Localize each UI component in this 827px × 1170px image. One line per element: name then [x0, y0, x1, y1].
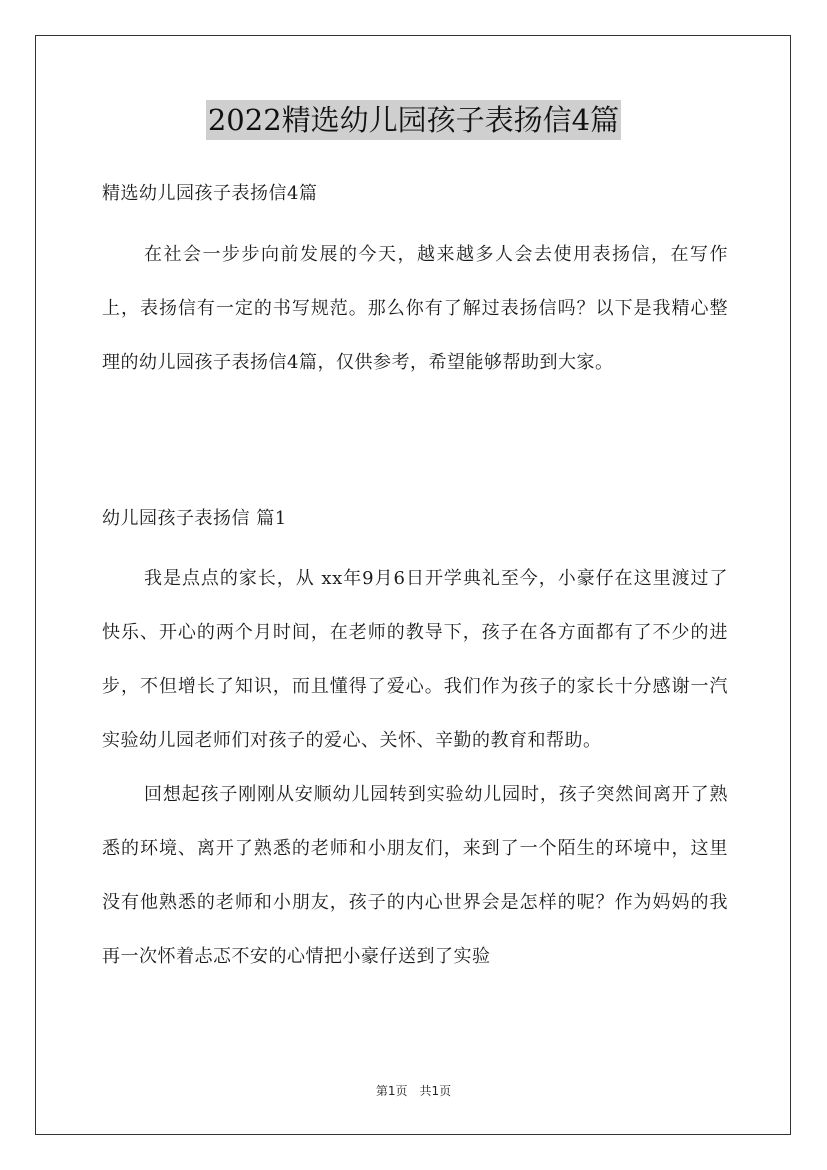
section-body — [102, 552, 728, 984]
intro-paragraph: 在社会一步步向前发展的今天，越来越多人会去使用表扬信，在写作上，表扬信有一定的书写规范。那么你有了解过表扬信吗？以下是我精心整理的幼儿园孩子表扬信4篇，仅供参考，希望能够帮助到大家。 — [102, 244, 728, 373]
body-paragraph-2: 回想起孩子刚刚从安顺幼儿园转到实验幼儿园时，孩子突然间离开了熟悉的环境、离开了熟悉的老师和小朋友们，来到了一个陌生的环境中，这里没有他熟悉的老师和小朋友，孩子的内心世界会是怎样的呢？作为妈妈的我再一次怀着忐忑不安的心情把小豪仔送到了实验 — [102, 784, 728, 967]
document-subtitle: 精选幼儿园孩子表扬信4篇 — [102, 183, 318, 204]
document-title: 2022精选幼儿园孩子表扬信4篇 — [206, 100, 621, 140]
title-container — [0, 100, 827, 140]
page-number-footer: 第1页 共1页 — [375, 1084, 452, 1098]
section-heading: 幼儿园孩子表扬信 篇1 — [102, 508, 287, 529]
body-paragraph-1: 我是点点的家长，从 xx年9月6日开学典礼至今，小豪仔在这里渡过了快乐、开心的两个月时间，在老师的教导下，孩子在各方面都有了不少的进步，不但增长了知识，而且懂得了爱心。我们作为孩子的家长十分感谢一汽实验幼儿园老师们对孩子的爱心、关怀、辛勤的教育和帮助。 — [102, 568, 728, 751]
